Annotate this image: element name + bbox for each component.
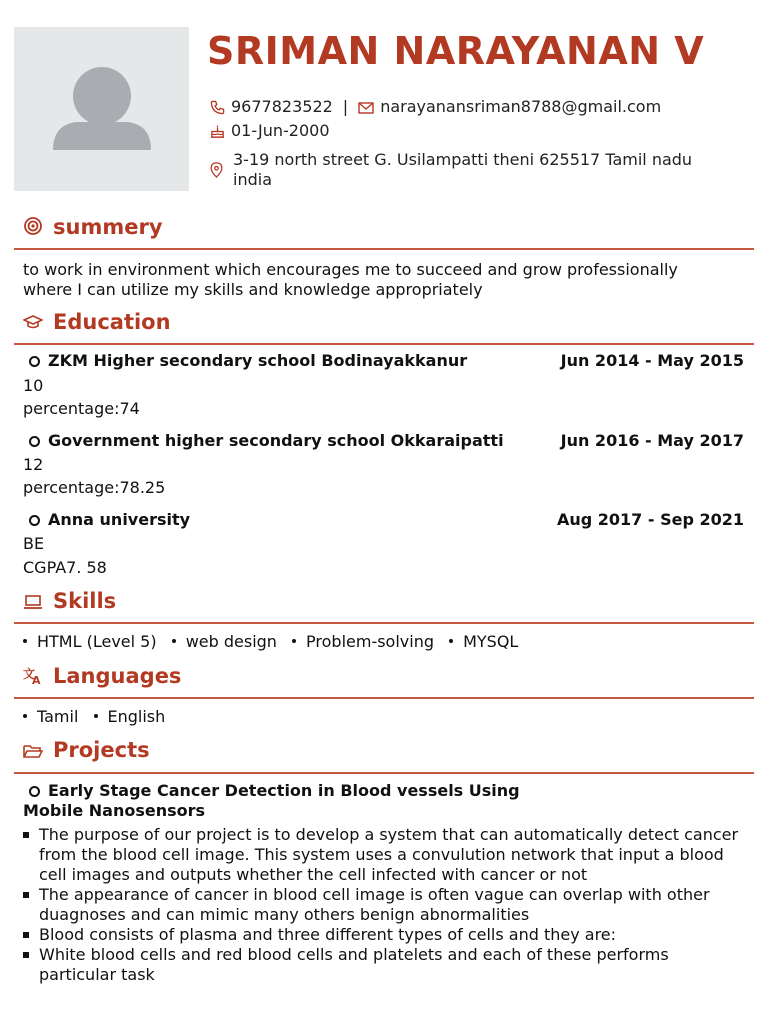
email-address: narayanansriman8788@gmail.com (380, 97, 662, 116)
skills-heading (23, 589, 116, 613)
languages-title: Languages (53, 664, 182, 688)
hollow-bullet-icon (29, 786, 40, 797)
summary-text (23, 260, 678, 300)
languages-heading (23, 664, 181, 688)
project-bullet: The purpose of our project is to develop a system that can automatically detect cancer from the blood cell image. This system uses a convulution network that input a blood cell images and outputs whether the cell infected with cancer or not (23, 825, 743, 885)
education-school (23, 351, 467, 371)
projects-title: Projects (53, 738, 150, 762)
laptop-icon (23, 594, 43, 610)
education-degree: 10 (23, 376, 44, 395)
avatar-icon (14, 27, 189, 191)
bullet-dot-icon (23, 714, 27, 718)
bullet-dot-icon (94, 714, 98, 718)
translate-icon (23, 667, 43, 685)
svg-text:A: A (32, 674, 41, 685)
project-title (23, 781, 520, 821)
location-pin-icon (210, 162, 223, 178)
school-name: Government higher secondary school Okkaraipatti (48, 431, 504, 450)
education-score: CGPA7. 58 (23, 558, 107, 577)
summary-heading (23, 215, 163, 239)
bullet-dot-icon (172, 639, 176, 643)
skill-item: MYSQL (463, 632, 519, 651)
education-title: Education (53, 310, 171, 334)
education-school (23, 510, 190, 530)
section-divider (14, 772, 754, 774)
bullet-dot-icon (292, 639, 296, 643)
education-degree: BE (23, 534, 45, 553)
contact-line (210, 97, 661, 116)
skills-title: Skills (53, 589, 117, 613)
phone-icon (210, 100, 225, 115)
bullet-dot-icon (23, 639, 27, 643)
section-divider (14, 343, 754, 345)
projects-heading (23, 738, 150, 762)
section-divider (14, 248, 754, 250)
project-title-line: Early Stage Cancer Detection in Blood vessels Using (48, 781, 520, 800)
project-title-line: Mobile Nanosensors (23, 801, 206, 820)
project-bullet: Blood consists of plasma and three different types of cells and they are: (23, 925, 743, 945)
birthday-cake-icon (210, 124, 225, 139)
graduation-cap-icon (23, 313, 43, 331)
email-icon (358, 101, 374, 115)
language-item: Tamil (37, 707, 79, 726)
target-icon (23, 216, 43, 236)
address-line (210, 150, 730, 190)
project-bullets (23, 825, 743, 985)
education-score: percentage:74 (23, 399, 140, 418)
section-divider (14, 622, 754, 624)
language-item: English (107, 707, 166, 726)
education-dates: Jun 2014 - May 2015 (560, 351, 744, 370)
folder-icon (23, 743, 43, 759)
education-dates: Jun 2016 - May 2017 (560, 431, 744, 450)
project-bullet: The appearance of cancer in blood cell image is often vague can overlap with other duagnoses and can mimic many others benign abnormalities (23, 885, 743, 925)
education-dates: Aug 2017 - Sep 2021 (556, 510, 744, 529)
phone-number: 9677823522 (231, 97, 333, 116)
skill-item: HTML (Level 5) (37, 632, 157, 651)
candidate-name: SRIMAN NARAYANAN V (207, 29, 705, 73)
hollow-bullet-icon (29, 436, 40, 447)
bullet-dot-icon (449, 639, 453, 643)
education-score: percentage:78.25 (23, 478, 166, 497)
school-name: Anna university (48, 510, 191, 529)
summary-title: summery (53, 215, 163, 239)
address-text: 3-19 north street G. Usilampatti theni 625517 Tamil nadu india (233, 150, 693, 189)
school-name: ZKM Higher secondary school Bodinayakkanur (48, 351, 468, 370)
profile-photo-placeholder (14, 27, 189, 191)
skill-item: Problem-solving (306, 632, 434, 651)
svg-text:文: 文 (23, 667, 36, 681)
date-of-birth: 01-Jun-2000 (231, 121, 330, 140)
education-degree: 12 (23, 455, 44, 474)
project-bullet: White blood cells and red blood cells and platelets and each of these performs particular task (23, 945, 743, 985)
dob-line (210, 121, 330, 140)
skills-list (23, 632, 528, 651)
education-heading (23, 310, 171, 334)
education-school (23, 431, 504, 451)
hollow-bullet-icon (29, 515, 40, 526)
summary-line: where I can utilize my skills and knowledge appropriately (23, 280, 483, 299)
hollow-bullet-icon (29, 356, 40, 367)
skill-item: web design (185, 632, 277, 651)
summary-line: to work in environment which encourages me to succeed and grow professionally (23, 260, 678, 279)
section-divider (14, 697, 754, 699)
languages-list (23, 707, 175, 726)
contact-separator: | (342, 97, 349, 116)
